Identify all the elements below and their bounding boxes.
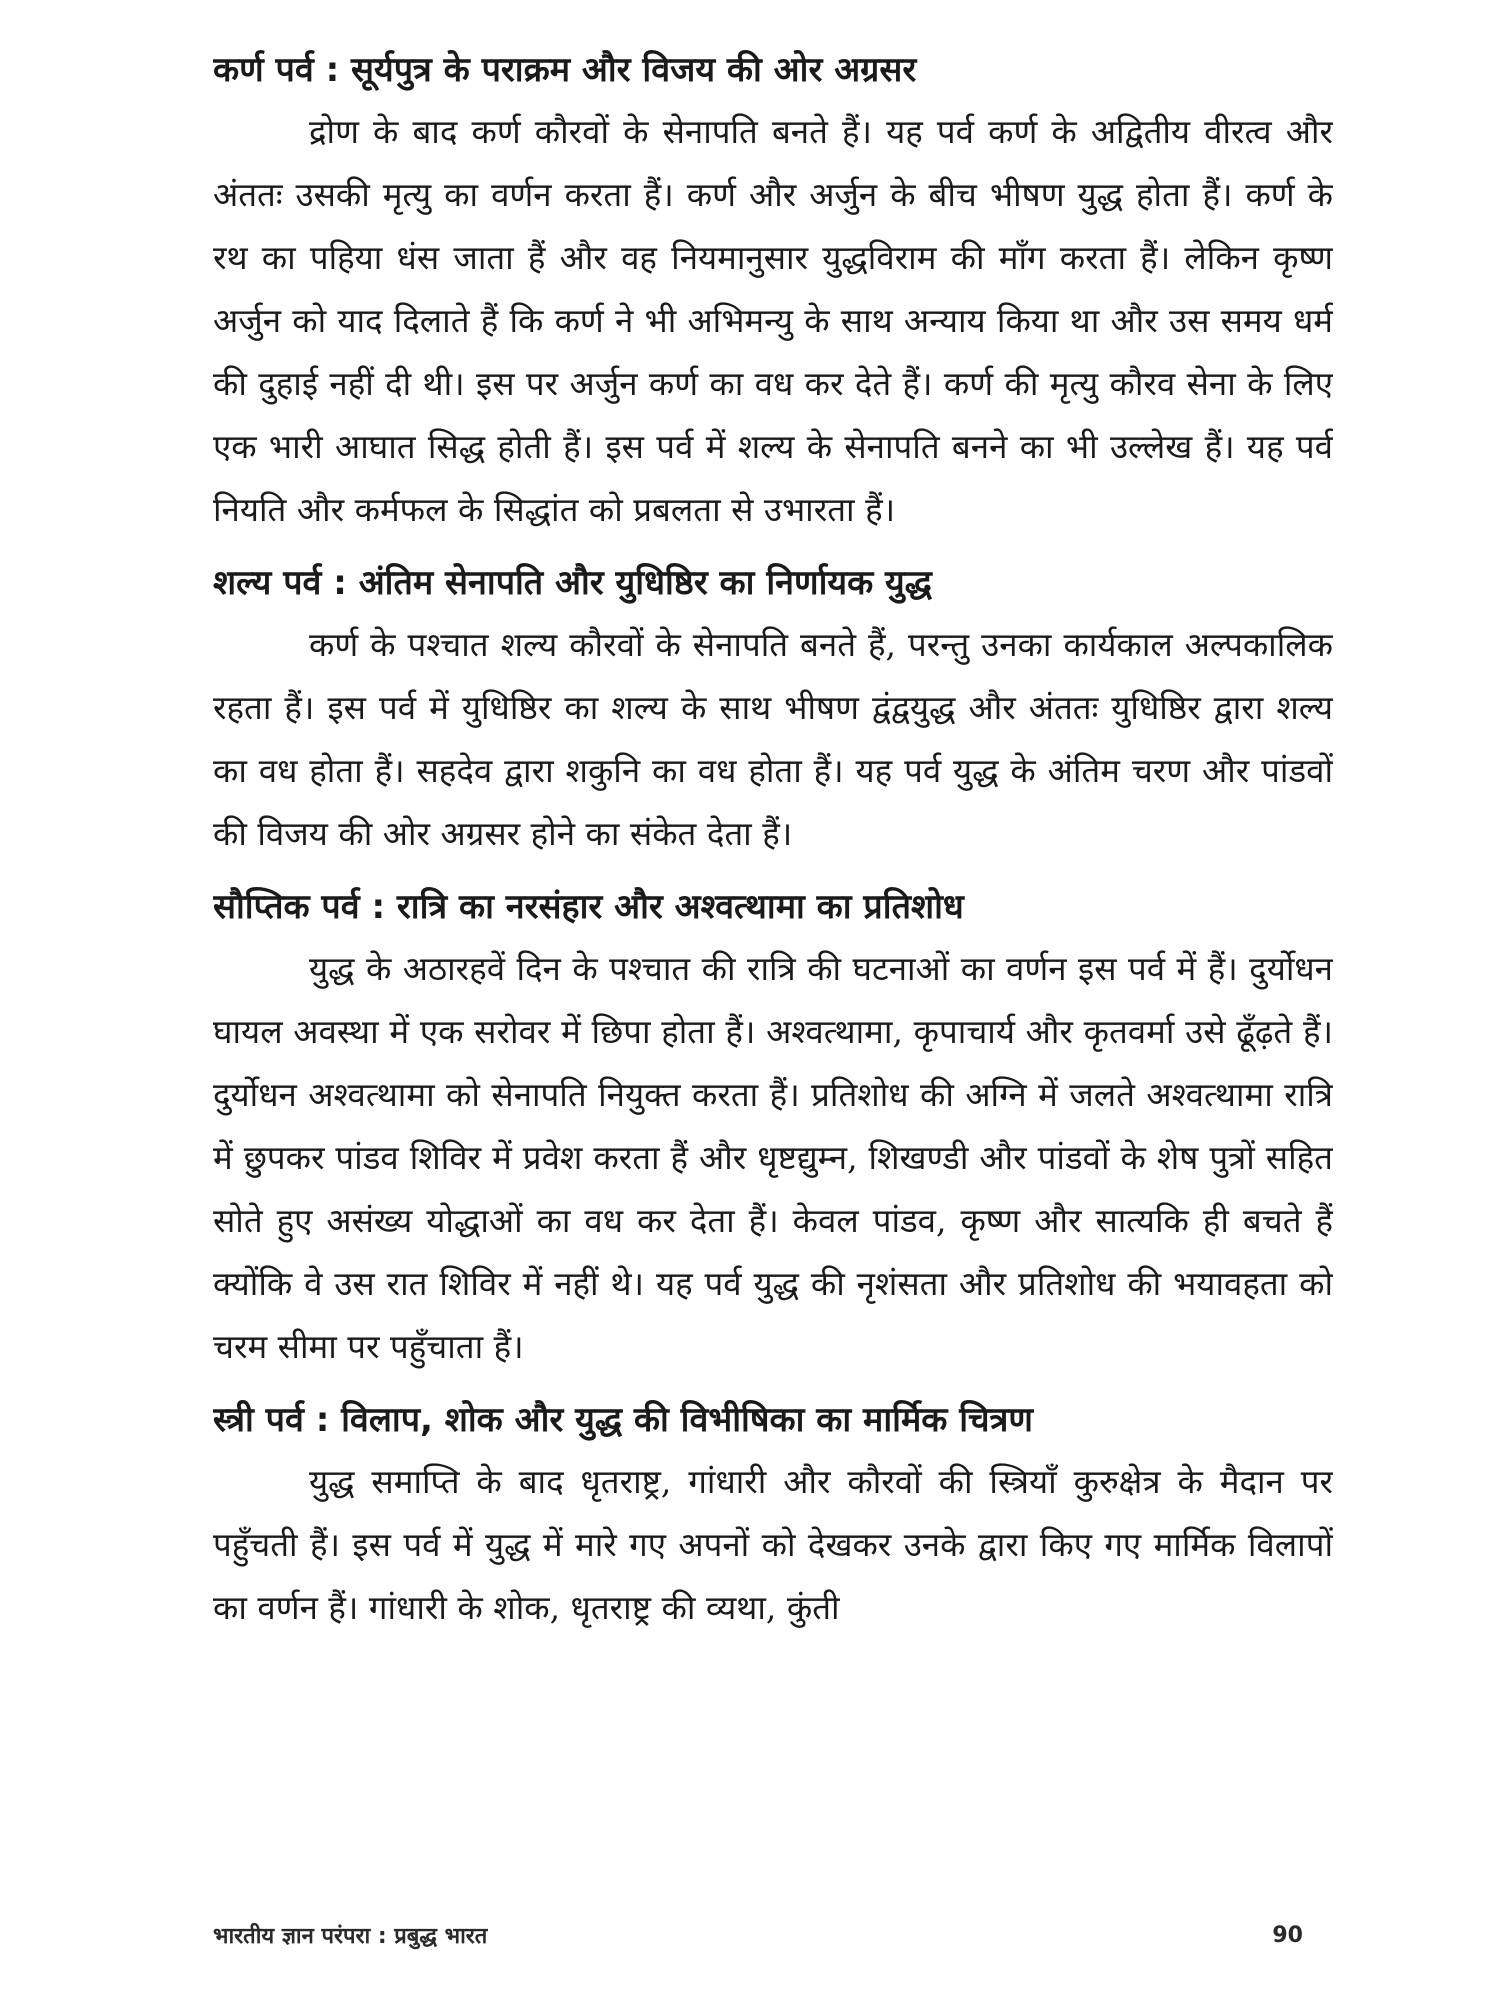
- book-title: भारतीय ज्ञान परंपरा : प्रबुद्ध भारत: [213, 1924, 488, 1949]
- section-paragraph: युद्ध समाप्ति के बाद धृतराष्ट्र, गांधारी और कौरवों की स्त्रियाँ कुरुक्षेत्र के मैदान पर पहुँचती हैं। इस पर्व में युद्ध में मारे गए अपनों को देखकर उनके द्वारा किए गए मार्मिक विलापों का वर्णन हैं। गांधारी के शोक, धृतराष्ट्र की व्यथा, कुंती: [213, 1462, 1333, 1627]
- section-paragraph: कर्ण के पश्चात शल्य कौरवों के सेनापति बनते हैं, परन्तु उनका कार्यकाल अल्पकालिक रहता हैं। इस पर्व में युधिष्ठिर का शल्य के साथ भीषण द्वंद्वयुद्ध और अंततः युधिष्ठिर द्वारा शल्य का वध होता हैं। सहदेव द्वारा शकुनि का वध होता हैं। यह पर्व युद्ध के अंतिम चरण और पांडवों की विजय की ओर अग्रसर होने का संकेत देता हैं।: [213, 625, 1333, 853]
- section-heading: शल्य पर्व : अंतिम सेनापति और युधिष्ठिर का निर्णायक युद्ध: [213, 563, 932, 603]
- section-karna-parva: [213, 40, 1333, 541]
- section-heading: स्त्री पर्व : विलाप, शोक और युद्ध की विभीषिका का मार्मिक चित्रण: [213, 1400, 1033, 1440]
- section-paragraph: द्रोण के बाद कर्ण कौरवों के सेनापति बनते हैं। यह पर्व कर्ण के अद्वितीय वीरत्व और अंततः उसकी मृत्यु का वर्णन करता हैं। कर्ण और अर्जुन के बीच भीषण युद्ध होता हैं। कर्ण के रथ का पहिया धंस जाता हैं और वह नियमानुसार युद्धविराम की माँग करता हैं। लेकिन कृष्ण अर्जुन को याद दिलाते हैं कि कर्ण ने भी अभिमन्यु के साथ अन्याय किया था और उस समय धर्म की दुहाई नहीं दी थी। इस पर अर्जुन कर्ण का वध कर देते हैं। कर्ण की मृत्यु कौरव सेना के लिए एक भारी आघात सिद्ध होती हैं। इस पर्व में शल्य के सेनापति बनने का भी उल्लेख हैं। यह पर्व नियति और कर्मफल के सिद्धांत को प्रबलता से उभारता हैं।: [213, 112, 1333, 529]
- page-footer: [213, 1915, 1303, 1955]
- section-paragraph: युद्ध के अठारहवें दिन के पश्चात की रात्रि की घटनाओं का वर्णन इस पर्व में हैं। दुर्योधन घायल अवस्था में एक सरोवर में छिपा होता हैं। अश्वत्थामा, कृपाचार्य और कृतवर्मा उसे ढूँढ़ते हैं। दुर्योधन अश्वत्थामा को सेनापति नियुक्त करता हैं। प्रतिशोध की अग्नि में जलते अश्वत्थामा रात्रि में छुपकर पांडव शिविर में प्रवेश करता हैं और धृष्टद्युम्न, शिखण्डी और पांडवों के शेष पुत्रों सहित सोते हुए असंख्य योद्धाओं का वध कर देता हैं। केवल पांडव, कृष्ण और सात्यकि ही बचते हैं क्योंकि वे उस रात शिविर में नहीं थे। यह पर्व युद्ध की नृशंसता और प्रतिशोध की भयावहता को चरम सीमा पर पहुँचाता हैं।: [213, 949, 1333, 1366]
- section-heading: कर्ण पर्व : सूर्यपुत्र के पराक्रम और विजय की ओर अग्रसर: [213, 50, 917, 90]
- section-shalya-parva: [213, 553, 1333, 865]
- page-content: [213, 40, 1333, 1910]
- section-stri-parva: [213, 1390, 1333, 1639]
- page-number: 90: [1272, 1922, 1303, 1948]
- section-heading: सौप्तिक पर्व : रात्रि का नरसंहार और अश्वत्थामा का प्रतिशोध: [213, 887, 964, 927]
- section-sauptika-parva: [213, 877, 1333, 1378]
